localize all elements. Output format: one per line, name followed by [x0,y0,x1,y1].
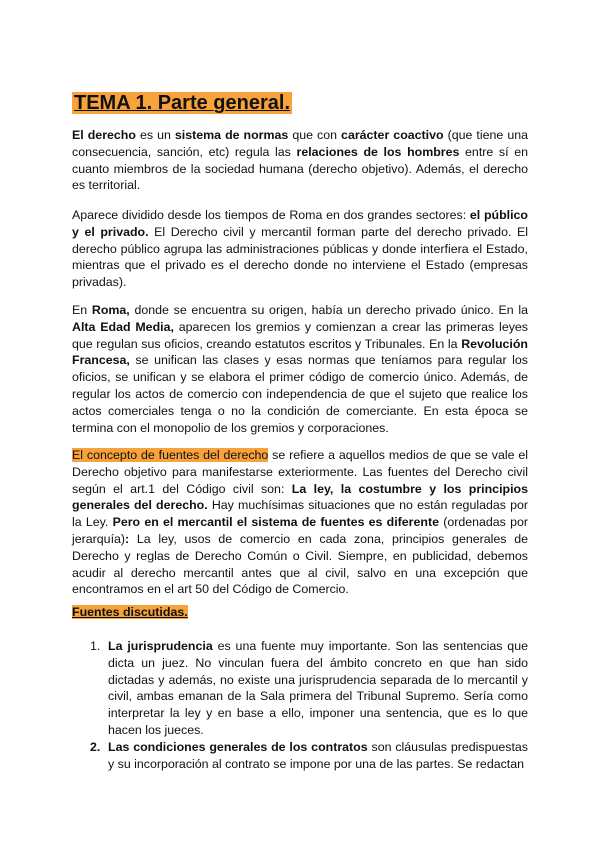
bold-text: sistema de normas [174,128,289,142]
section-subtitle [72,605,188,619]
list-number: 1. [90,639,101,653]
text: entre sí en cuanto miembros de la sociedad humana (derecho objetivo). Además, el derecho es territorial. [72,144,528,193]
text: es un [135,128,175,142]
text: es una fuente muy importante. Son las sentencias que dicta un juez. No vinculan fuera del ámbito concreto en que han sido dictadas y además, no existe una jurisprudencia separada de lo mercantil y civil, ambas emanan de la Sala primera del Tribunal Supremo. Sería como interpretar la ley y en base a ello, imponer una sentencia, que es lo que hacen los jueces. [108,639,528,737]
bold-text: La jurisprudencia [108,639,213,653]
bold-text: La ley, la costumbre y los principios generales del derecho. [72,481,528,513]
bold-text: Alta Edad Media, [72,319,174,334]
sources-list [72,638,528,772]
bold-text: : [125,531,130,546]
text: El Derecho civil y mercantil forman parte del derecho privado. El derecho público agrupa las administraciones públicas y donde interfiera el Estado, mientras que el privado es el derecho donde no interviene el Estado (empresas privadas). [72,224,528,290]
bold-text: el público y el privado. [72,208,528,239]
bold-text: Pero en el mercantil el sistema de fuentes es diferente [112,515,439,530]
text: aparecen los gremios y comienzan a crear las primeras leyes que regulan sus oficios, creando estatutos escritos y Tribunales. En la [72,319,528,351]
page-title [72,90,292,116]
paragraph-definition [72,127,528,194]
text: La ley, usos de comercio en cada zona, principios generales de Derecho y reglas de Derecho Común o Civil. Siempre, en publicidad, debemos acudir al derecho mercantil antes que al civil, salvo en una excepción que encontramos en el art 50 del Código de Comercio. [72,531,528,597]
list-item [72,638,528,739]
text: se unifican las clases y esas normas que teníamos para regular los oficios, se unifican y se elabora el primer código de comercio único. Además, de regular los actos de comercio con independencia de que el sujeto que realice los actos comerciales tenga o no la condición de comerciante. En esta época se termina con el monopolio de los gremios y corporaciones. [72,353,528,435]
bold-text: Roma, [91,303,130,317]
paragraph-sectors [72,207,528,291]
text: En [72,303,92,317]
subtitle-highlight: Fuentes discutidas. [72,605,188,619]
text: Aparece dividido desde los tiempos de Roma en dos grandes sectores: [72,208,470,222]
bold-text: relaciones de los hombres [296,144,460,159]
bold-text: Revolución Francesa, [72,336,528,368]
text: (que tiene una consecuencia, sanción, etc) regula las [72,128,528,159]
text: Hay muchísimas situaciones que no están reguladas por la Ley. [72,498,528,530]
text: (ordenadas por jerarquía) [72,515,528,546]
bold-text: carácter coactivo [341,128,444,142]
list-item [72,739,528,773]
paragraph-history [72,302,528,436]
list-number: 2. [90,739,101,754]
text: son cláusulas predispuestas y su incorporación al contrato se impone por una de las partes. Se redactan [108,739,529,771]
paragraph-sources [72,447,528,598]
title-highlight: TEMA 1. Parte general. [74,92,290,114]
text: se refiere a aquellos medios de que se vale el Derecho objetivo para manifestarse exteriormente. Las fuentes del Derecho civil según el art.1 del Código civil son: [72,448,528,496]
highlighted-text: El concepto de fuentes del derecho [72,448,269,462]
text: que con [288,128,342,142]
bold-text: Las condiciones generales de los contratos [108,739,368,754]
bold-text: El derecho [72,128,136,142]
text: donde se encuentra su origen, había un derecho privado único. En la [129,303,528,317]
